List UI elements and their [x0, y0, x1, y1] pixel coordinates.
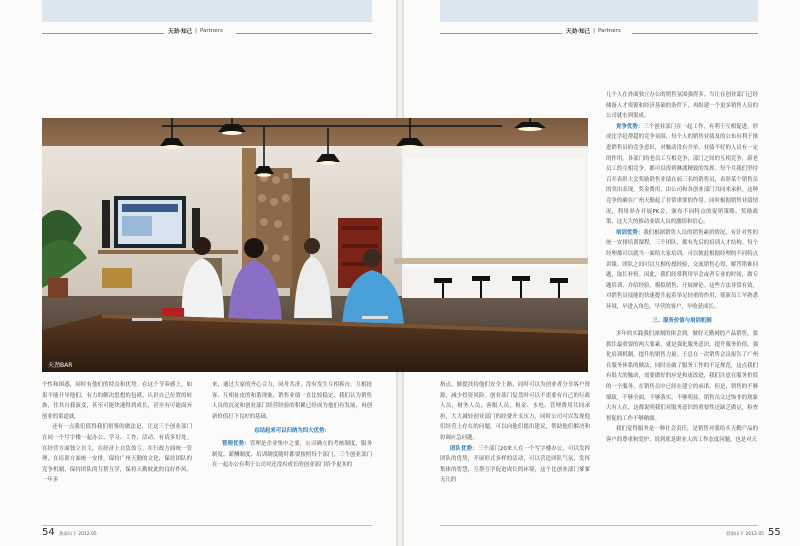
run-in-text: 三个创业部门在一起工作，有利于互相促进，形成比学赶帮超的竞争氛围，每个人的销售业绩及的公布有利于推进销售员的竞争意识，对触动没有开单、业绩不好的人员有一定的作用。各部门的老员工互相竞争，部门之间的互相竞争，新老员工的互相竞争，都可以得到淋漓精致的发挥。每个月我们坚持召开表彰大会奖励销售业绩在前三名的销售员，表彰某个销售员的突出表现。奖金费用，由公司和各创业部门共同来承担。这种竞争的确在广州天勤起了非常重要的作用。同时根据销售业绩情况，利用举办开展PK会，颁布不同特点的促销策略、奖励政策，这大大的推动业绩人员的激情和信心。 — [606, 123, 758, 226]
run-in-heading: 培训优势： — [616, 229, 644, 236]
office-photo — [42, 118, 588, 372]
left-column-2 — [212, 380, 372, 471]
paragraph: 我们觉得服务是一种社会责任，是销售对我给买天勤产品的客户的尊重和爱护，说到底是职业人的工作态度问题，也是对天 — [606, 426, 758, 443]
footer-rule — [440, 525, 758, 526]
section-divider: | — [195, 28, 197, 34]
run-in-text: 我们根据销售人员的销售素质情况，有针对性的统一安排培训课程。三个团队，都有先后的培训人才结构。每个经理都可以就当一面给大家培训，可以彼此根据经理的不同特点讲课。团队之间可以互相传授经验，交流销售心得，解答错难问题，取长补短。因此，我们经常利用早会或者专业的时间，做专题培训、介绍经验、模拟销售、开展辩论。这些方法非常有效，对销售员技能的快速提升起着举足轻重的作用，使新员工早熟悉环境，早进入角色，早营的客户，早收获成长。 — [606, 229, 758, 310]
paragraph — [440, 444, 590, 486]
run-in-text: 管理是企业集中之要，公司确立的考核制度、服务制度、薪酬制度、培训制度随时都要按照每个部门，三个创业部门在一起办公有利于公司对还没有成长的创业部门给予更多的 — [212, 440, 372, 469]
section-header-right — [566, 26, 621, 36]
paragraph — [606, 228, 758, 313]
section-title: 天劲·知己 — [168, 29, 193, 35]
right-column-2 — [606, 90, 758, 446]
left-column-1 — [42, 380, 192, 486]
top-band-right — [440, 0, 758, 22]
page-number: 54 — [42, 527, 55, 538]
header-rule — [632, 33, 758, 34]
run-in-text: 三个部门20来人在一个写字楼办公，可以发挥团队的优势，开展形式多样的活动，可以营造团队气氛，发挥集体的智慧，互帮互学促进成长的环境，这个比创业部门爹爹无几的 — [440, 445, 590, 484]
right-column-1 — [440, 380, 590, 486]
header-rule — [440, 33, 562, 34]
footer-left — [42, 527, 97, 538]
paragraph: 来，通过大家的齐心合力，同舟共济，没有发生互相拆台、互相抢客、互相扯皮的和谐现象，销售业绩一直比较稳定，我们认为销售人员的沉淀和创业部门经营经验的积累已经成为他们有发展，再创新价值打下良好的基础。 — [212, 382, 372, 420]
footer-right — [726, 527, 781, 538]
section-subtitle: Partners — [597, 28, 621, 34]
page-number: 55 — [768, 527, 781, 538]
paragraph: 指点，做提扶持他们安全上路，同时可以为创业者分享客户资源，减少投资风险。创业部门复盘时可以不需要有自己的行政人员，财务人员，客服人员，租金、水电、管理费用共同承担，大大减轻创业部门的经费开支压力，同时公司可以发现他们经营上存在的问题，可以向他们提出建议，帮助他们解决和协调应急问题。 — [440, 382, 590, 441]
paragraph: 多年的实践我们深刻的体会到，做好天勤网的产品销售，要抓住最重要的两大要素，就是强化服务意识，提升服务价值，强化培训机制，提升的销售力量。王总在一次销售会议报告了广州在服务体系的做法，同时在破了服务工作的不足规范，这点我们有很大的触动，需要做好的应是和更改进，我们注意在服务价值的一个服务，在销售员中已经在建立的承诺，但是，销售的不够细致，不够全面，不够落实，不够明显。销售员文过饰非的现象大有人在，这都说明我们对服务意识的重要性还缺乏做足，检查督促的工作不够精细。 — [606, 331, 758, 422]
paragraph: 几个人在外面独立办公的销售氛围强得多。当让在创业部门已经储备人才资源和经济基础的条件下，再组建一个更多销售人员的公司就水到渠成。 — [606, 92, 758, 120]
header-rule — [42, 33, 164, 34]
magazine-issue: 劲南山下 2012.05 — [726, 532, 765, 537]
run-in-heading: 管理优势： — [222, 440, 250, 447]
run-in-heading: 竞争优势： — [616, 123, 644, 130]
section-title: 天劲·知己 — [566, 29, 591, 35]
paragraph — [606, 122, 758, 228]
photo-caption: 天劲BAR — [48, 362, 73, 369]
paragraph: 还有一点我们值得我们借鉴的做法是，让这三个创业部门在同一个写字楼一起办公、学习、工作、活动、有请多好处。在经营方面独立自主，在经济上自负盈亏，在行政方面统一管理，在培训方面统一安排，保持广州天勤的文化、保持团队的竞争机制、保持团队的互帮互学，保持天勤彼此的良好作风。一年多 — [42, 424, 192, 484]
section-heading: 三、服务价值与培训机制 — [652, 318, 712, 325]
section-subtitle: Partners — [199, 28, 223, 34]
section-divider: | — [593, 28, 595, 34]
magazine-issue: 劲南山下 2012.05 — [58, 532, 97, 537]
top-band-left — [42, 0, 372, 22]
paragraph: 个性和困惑，同时有他们的特点和优势。在这个节奏感上，如果不能开导他们，有力的解决思想的包袱，认识自己位置的转换，任其自我演变，甚至可能快速得到成长，甚至有可能面弃创业的渠道就。 — [42, 382, 192, 420]
run-in-heading: 团队优势： — [450, 445, 478, 452]
subheading: 总结起来可以归纳为四大优势： — [254, 428, 330, 435]
section-header-left — [168, 26, 223, 36]
paragraph — [212, 439, 372, 471]
footer-rule — [42, 525, 372, 526]
header-rule — [236, 33, 372, 34]
